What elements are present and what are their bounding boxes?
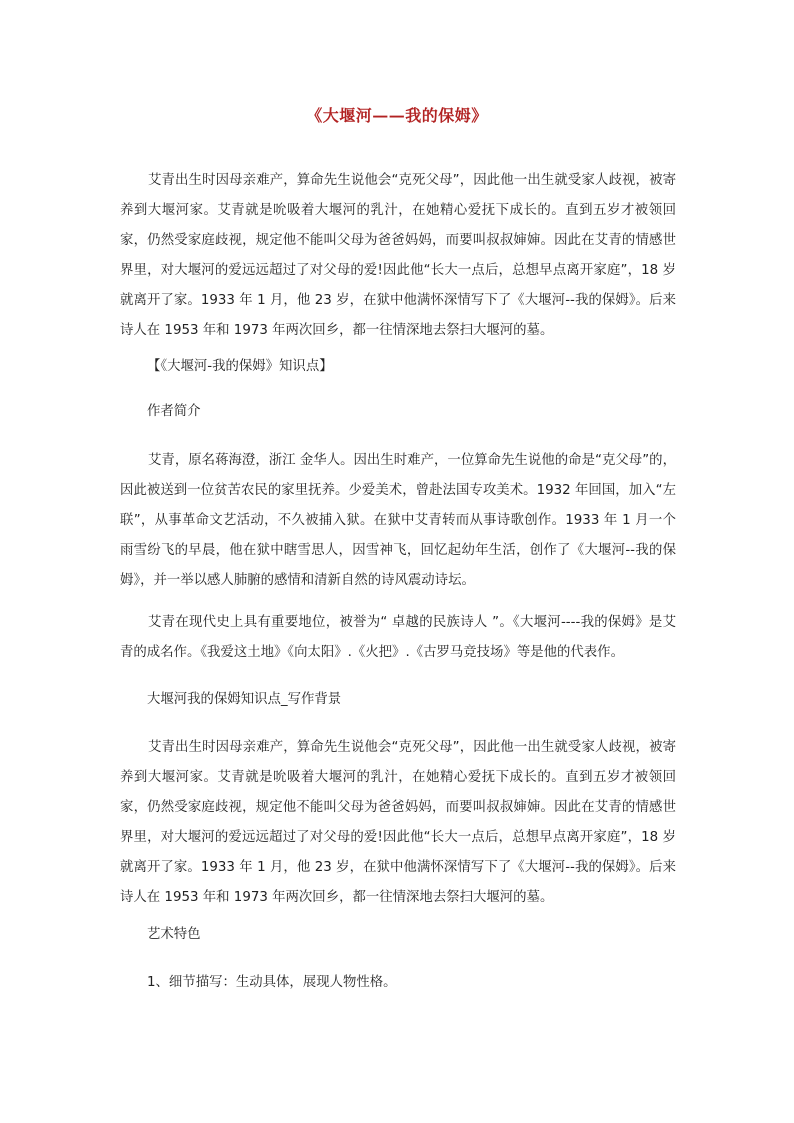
heading-art-features: 艺术特色 xyxy=(147,927,201,942)
heading-knowledge-points: 【《大堰河-我的保姆》知识点】 xyxy=(147,359,333,374)
paragraph-author-bio: 艾青，原名蒋海澄，浙江 金华人。因出生时难产，一位算命先生说他的命是“克父母”的，因此被送到一位贫苦农民的家里抚养。少爱美术，曾赴法国专攻美术。1932 年回国，加入“左联”，从事革命文艺活动，不久被捕入狱。在狱中艾青转而从事诗歌创作。1933 年 1 月一个雨雪纷飞的早晨，他在狱中瞎雪思人，因雪神飞，回忆起幼年生活，创作了《大堰河--我的保姆》，并一举以感人肺腑的感情和清新自然的诗风震动诗坛。 xyxy=(120,453,676,588)
list-item-detail-description: 1、细节描写：生动具体，展现人物性格。 xyxy=(147,975,397,990)
document-title: 《大堰河——我的保姆》 xyxy=(306,106,488,125)
paragraph-writing-background: 艾青出生时因母亲难产，算命先生说他会“克死父母”，因此他一出生就受家人歧视，被寄养到大堰河家。艾青就是吮吸着大堰河的乳汁，在她精心爱抚下成长的。直到五岁才被领回家，仍然受家庭歧视，规定他不能叫父母为爸爸妈妈，而要叫叔叔婶婶。因此在艾青的情感世界里，对大堰河的爱远远超过了对父母的爱!因此他“长大一点后，总想早点离开家庭”，18 岁就离开了家。1933 年 1 月，他 23 岁，在狱中他满怀深情写下了《大堰河--我的保姆》。后来诗人在 1953 年和 1973 年两次回乡，都一往情深地去祭扫大堰河的墓。 xyxy=(120,740,676,905)
paragraph-author-status: 艾青在现代史上具有重要地位，被誉为“ 卓越的民族诗人 ”。《大堰河----我的保姆》是艾青的成名作。《我爱这土地》《向太阳》.《火把》.《古罗马竞技场》等是他的代表作。 xyxy=(120,615,676,660)
paragraph-background-intro: 艾青出生时因母亲难产，算命先生说他会“克死父母”，因此他一出生就受家人歧视，被寄养到大堰河家。艾青就是吮吸着大堰河的乳汁，在她精心爱抚下成长的。直到五岁才被领回家，仍然受家庭歧视，规定他不能叫父母为爸爸妈妈，而要叫叔叔婶婶。因此在艾青的情感世界里，对大堰河的爱远远超过了对父母的爱!因此他“长大一点后，总想早点离开家庭”，18 岁就离开了家。1933 年 1 月，他 23 岁，在狱中他满怀深情写下了《大堰河--我的保姆》。后来诗人在 1953 年和 1973 年两次回乡，都一往情深地去祭扫大堰河的墓。 xyxy=(120,173,676,338)
heading-writing-background: 大堰河我的保姆知识点_写作背景 xyxy=(147,692,342,707)
heading-author-intro: 作者简介 xyxy=(147,404,201,419)
